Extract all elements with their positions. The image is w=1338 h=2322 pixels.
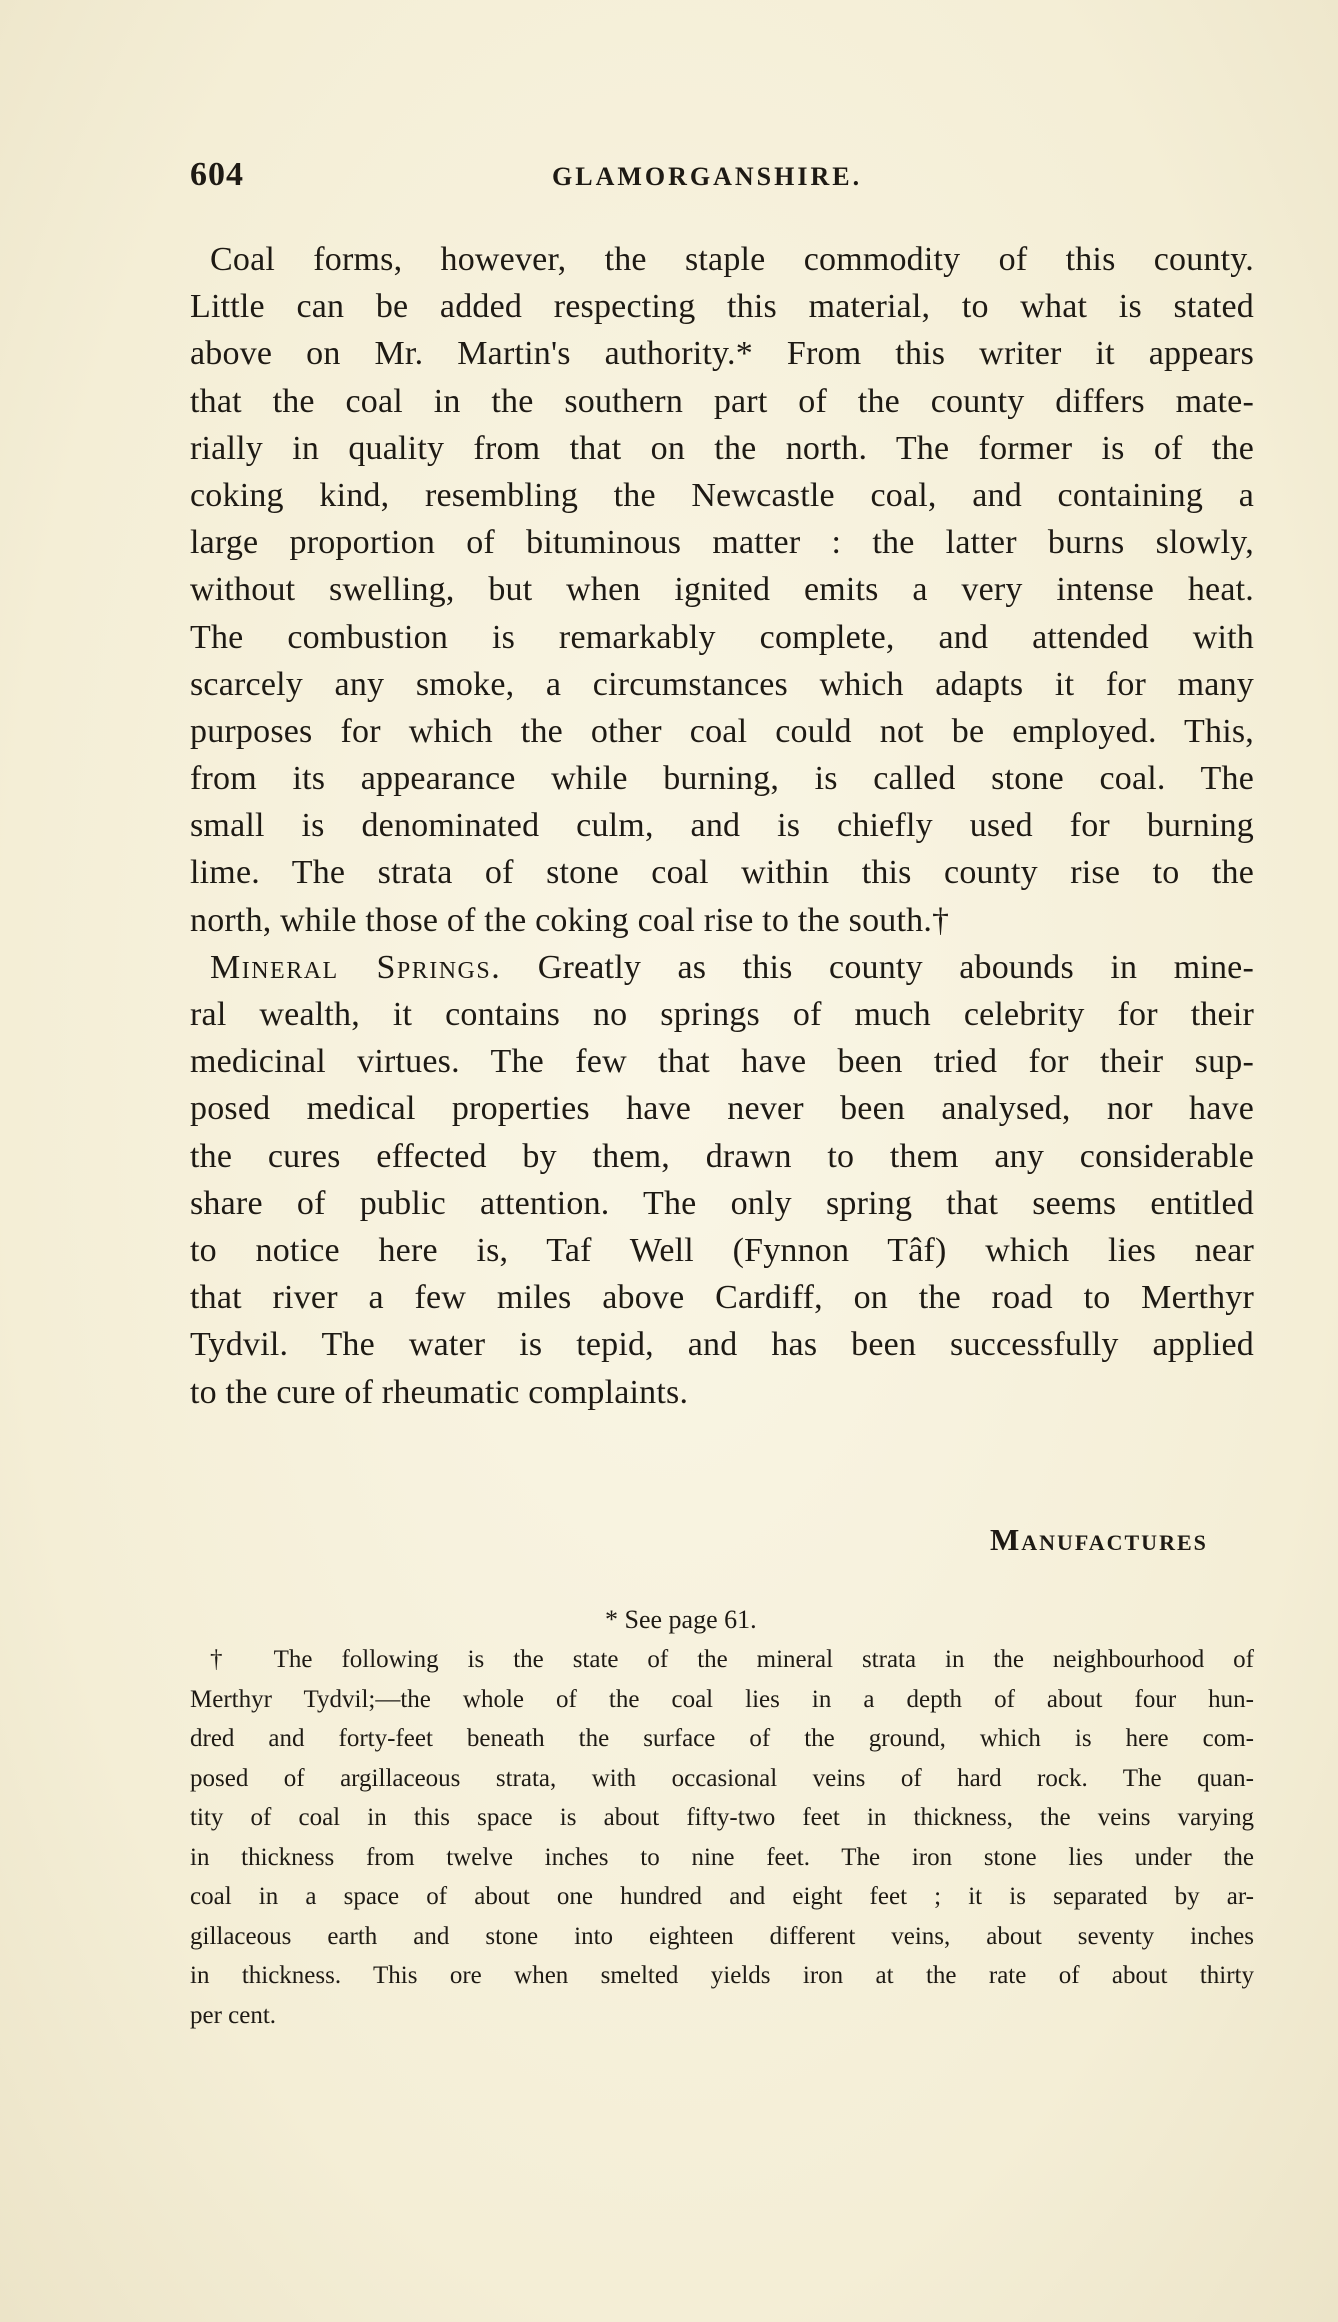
footnote-line: coal in a space of about one hundred and eight feet ; it is separated by ar-: [190, 1883, 1254, 1910]
text-line: small is denominated culm, and is chiefly used for burning: [190, 807, 1254, 845]
footnote-line: dred and forty-feet beneath the surface of the ground, which is here com-: [190, 1725, 1254, 1752]
footnote-line: † The following is the state of the mineral strata in the neighbourhood of: [210, 1646, 1254, 1673]
text-line: coking kind, resembling the Newcastle coal, and containing a: [190, 476, 1254, 514]
text-line: above on Mr. Martin's authority.* From this writer it appears: [190, 335, 1254, 373]
footnote-line: in thickness. This ore when smelted yields iron at the rate of about thirty: [190, 1962, 1254, 1989]
body-text: [190, 236, 1254, 1416]
text-line: posed medical properties have never been analysed, nor have: [190, 1090, 1254, 1128]
page-number: 604: [190, 156, 244, 193]
text-line: purposes for which the other coal could not be employed. This,: [190, 712, 1254, 750]
page-header: [190, 156, 1280, 196]
mineral-springs-paragraph-start: [190, 944, 1254, 991]
section-heading-mineral-springs: Mineral Springs.: [210, 948, 502, 986]
footnotes: [190, 1600, 1254, 2035]
footnote-line: posed of argillaceous strata, with occasional veins of hard rock. The quan-: [190, 1764, 1254, 1792]
footnote-line: gillaceous earth and stone into eighteen different veins, about seventy inches: [190, 1922, 1254, 1950]
text-line: north, while those of the coking coal rise to the south.†: [190, 901, 950, 939]
text-line: Greatly as this county abounds in mine-: [537, 948, 1254, 986]
text-line: without swelling, but when ignited emits a very intense heat.: [190, 571, 1254, 609]
text-line: scarcely any smoke, a circumstances which adapts it for many: [190, 665, 1254, 703]
text-line: large proportion of bituminous matter : the latter burns slowly,: [190, 524, 1254, 562]
footnote-line: Merthyr Tydvil;—the whole of the coal lies in a depth of about four hun-: [190, 1685, 1254, 1713]
running-title: GLAMORGANSHIRE.: [552, 162, 863, 191]
footnote-line: per cent.: [190, 2001, 277, 2029]
text-line: from its appearance while burning, is called stone coal. The: [190, 760, 1254, 798]
text-line: Little can be added respecting this material, to what is stated: [190, 288, 1254, 326]
text-line: The combustion is remarkably complete, and attended with: [190, 618, 1254, 656]
footnote-line: in thickness from twelve inches to nine feet. The iron stone lies under the: [190, 1843, 1254, 1871]
text-line: ral wealth, it contains no springs of much celebrity for their: [190, 996, 1254, 1033]
text-line: lime. The strata of stone coal within this county rise to the: [190, 854, 1254, 892]
text-line: rially in quality from that on the north. The former is of the: [190, 429, 1254, 467]
text-line: to notice here is, Taf Well (Fynnon Tâf) which lies near: [190, 1231, 1254, 1269]
catchword: Manufactures: [990, 1522, 1208, 1557]
text-line: the cures effected by them, drawn to them any considerable: [190, 1137, 1254, 1175]
text-line: share of public attention. The only spring that seems entitled: [190, 1184, 1254, 1222]
text-line: medicinal virtues. The few that have been tried for their sup-: [190, 1043, 1254, 1081]
text-line: that the coal in the southern part of the county differs mate-: [190, 382, 1254, 420]
text-line: that river a few miles above Cardiff, on the road to Merthyr: [190, 1279, 1254, 1317]
footnote-star: * See page 61.: [605, 1605, 757, 1634]
text-line: Coal forms, however, the staple commodity of this county.: [210, 241, 1254, 278]
text-line: to the cure of rheumatic complaints.: [190, 1373, 689, 1411]
footnote-line: tity of coal in this space is about fifty-two feet in thickness, the veins varying: [190, 1804, 1254, 1831]
text-line: Tydvil. The water is tepid, and has been successfully applied: [190, 1326, 1254, 1364]
